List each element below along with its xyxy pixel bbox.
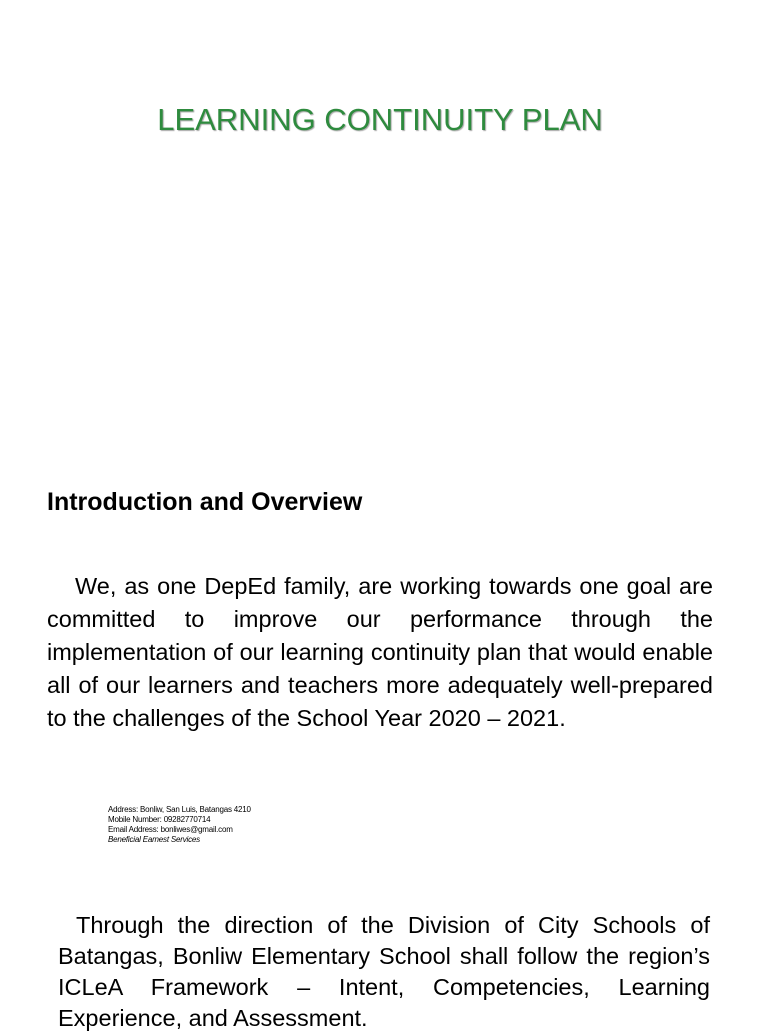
page-title: LEARNING CONTINUITY PLAN [157,102,603,137]
intro-paragraph: We, as one DepEd family, are working towards one goal are committed to improve our performance through the implementation of our learning continuity plan that would enable all of our learners and teachers more adequately well-prepared to the challenges of the School Year 2020 – 2021. [47,573,713,731]
contact-address: Address: Bonliw, San Luis, Batangas 4210 [108,805,251,814]
contact-email: Email Address: bonliwes@gmail.com [108,825,233,834]
contact-mobile: Mobile Number: 09282770714 [108,815,211,824]
contact-motto: Beneficial Earnest Services [108,835,200,844]
section-heading: Introduction and Overview [47,488,363,516]
contact-block [108,805,251,845]
direction-paragraph: Through the direction of the Division of City Schools of Batangas, Bonliw Elementary School shall follow the region’s ICLeA Framework – Intent, Competencies, Learning Experience, and Assessment. [58,912,710,1031]
